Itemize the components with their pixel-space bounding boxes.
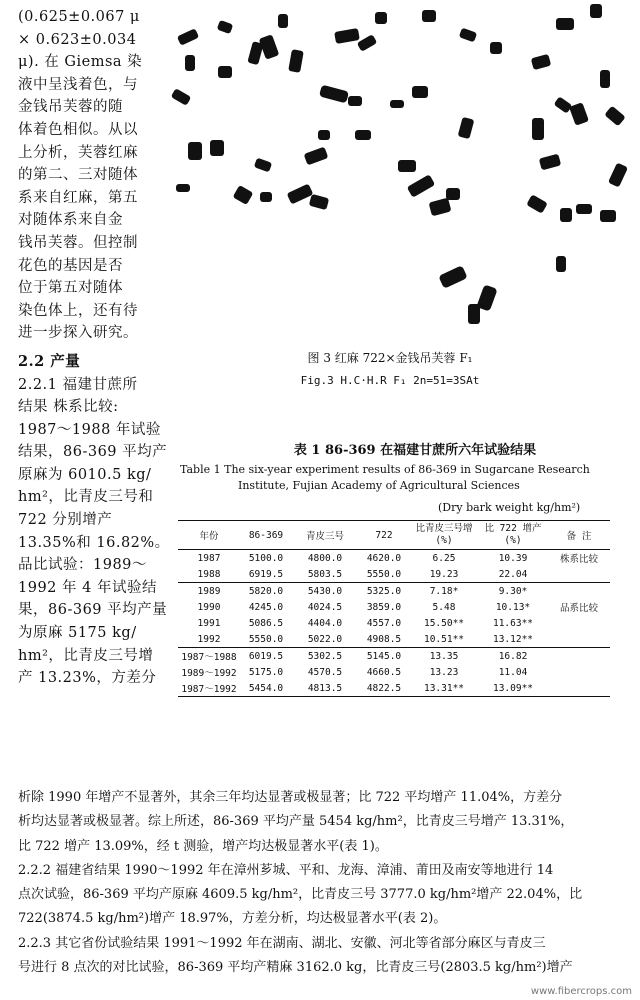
watermark: www.fibercrops.com xyxy=(530,986,632,997)
table-cell: 4800.0 xyxy=(307,552,343,564)
text-line: (0.625±0.067 μ xyxy=(18,9,140,25)
table-note-cell xyxy=(548,615,610,631)
table-title-en-line-1: Table 1 The six-year experiment results of 86-369 in Sugarcane Research xyxy=(180,463,590,476)
chromosome-figure xyxy=(160,0,640,340)
table-cell: 5550.0 xyxy=(248,633,284,645)
text-line: 2.2.1 福建甘蔗所 xyxy=(18,376,138,393)
table-cell: 4024.5 xyxy=(307,601,343,613)
table-header-cell: 青皮三号 xyxy=(305,531,344,542)
table-cell: 5325.0 xyxy=(366,585,402,597)
table-cell: 1987～1992 xyxy=(181,684,237,695)
table-cell: 5550.0 xyxy=(366,568,402,580)
table-row xyxy=(178,583,610,600)
table-cell: 7.18* xyxy=(429,585,459,597)
table-cell: 4660.5 xyxy=(366,666,402,678)
table-cell: 22.04 xyxy=(498,568,528,580)
text-line: 点次试验，86-369 平均产原麻 4609.5 kg/hm²，比青皮三号 3777.0 kg/hm²增产 22.04%，比 xyxy=(18,887,583,903)
table-cell: 5086.5 xyxy=(248,617,284,629)
table-cell: 10.39 xyxy=(498,552,528,564)
text-line: 的第二、三对随体 xyxy=(18,167,138,184)
text-line: 对随体系来自金 xyxy=(18,212,123,229)
table-cell: 1987～1988 xyxy=(181,652,237,663)
text-line: 比 722 增产 13.09%，经 t 测验，增产均达极显著水平(表 1)。 xyxy=(18,838,388,854)
table-cell: 1989 xyxy=(197,585,221,597)
text-line: 13.35%和 16.82%。 xyxy=(18,534,170,551)
table-note-cell: 株系比较 xyxy=(559,554,598,565)
table-cell: 4570.5 xyxy=(307,666,343,678)
text-line: 钱吊芙蓉。但控制 xyxy=(18,234,138,251)
table-cell: 6019.5 xyxy=(248,650,284,662)
table-note-cell xyxy=(548,664,610,680)
table-cell: 11.63** xyxy=(492,617,534,629)
table-cell: 15.50** xyxy=(423,617,465,629)
table-cell: 13.35 xyxy=(429,650,459,662)
table-note-cell xyxy=(548,566,610,583)
text-line: μ). 在 Giemsa 染 xyxy=(18,54,143,71)
table-title-cn: 表 1 86-369 在福建甘蔗所六年试验结果 xyxy=(293,443,537,458)
figure-caption-cn: 图 3 红麻 722×金钱吊芙蓉 F₁ xyxy=(307,351,473,365)
table-cell: 10.13* xyxy=(495,601,531,613)
text-line: 花色的基因是否 xyxy=(18,257,123,274)
table-row xyxy=(178,615,610,631)
text-line: 上分析，芙蓉红麻 xyxy=(18,144,138,161)
table-cell: 5100.0 xyxy=(248,552,284,564)
text-line: hm²，比青皮三号和 xyxy=(18,489,154,506)
table-row xyxy=(178,631,610,648)
section-heading-2-2: 2.2 产量 xyxy=(18,352,81,370)
text-line: 进一步探入研究。 xyxy=(18,325,138,342)
table-cell: 4813.5 xyxy=(307,682,343,694)
table-cell: 9.30* xyxy=(498,585,528,597)
results-table xyxy=(178,520,610,697)
table-cell: 11.04 xyxy=(498,666,528,678)
table-cell: 6919.5 xyxy=(248,568,284,580)
text-line: 果，86-369 平均产量 xyxy=(18,602,168,619)
table-row xyxy=(178,648,610,665)
figure-caption-en: Fig.3 H.C·H.R F₁ 2n=51=3SAt xyxy=(300,374,480,387)
table-cell: 5302.5 xyxy=(307,650,343,662)
table-cell: 1987 xyxy=(197,552,221,564)
table-cell: 13.09** xyxy=(492,682,534,694)
table-unit: (Dry bark weight kg/hm²) xyxy=(438,501,581,514)
table-row xyxy=(178,664,610,680)
table-cell: 1990 xyxy=(197,601,221,613)
text-line: 位于第五对随体 xyxy=(18,280,123,297)
left-column-subsection xyxy=(18,374,168,690)
text-line: 号进行 8 点次的对比试验，86-369 平均产精麻 3162.0 kg，比青皮三号(2803.5 kg/hm²)增产 xyxy=(18,960,573,976)
table-note-cell xyxy=(548,648,610,665)
table-group-line-comparison xyxy=(178,550,610,583)
chromosome-spread-image xyxy=(160,0,640,340)
table-header-row xyxy=(178,521,610,550)
table-cell: 5820.0 xyxy=(248,585,284,597)
table-cell: 16.82 xyxy=(498,650,528,662)
table-cell: 4620.0 xyxy=(366,552,402,564)
text-line: 1992 年 4 年试验结 xyxy=(18,579,157,596)
text-line: 722 分别增产 xyxy=(18,512,113,529)
table-cell: 5803.5 xyxy=(307,568,343,580)
table-cell: 5430.0 xyxy=(307,585,343,597)
table-cell: 1988 xyxy=(197,568,221,580)
table-row xyxy=(178,680,610,697)
table-note-cell xyxy=(548,680,610,697)
table-cell: 4908.5 xyxy=(366,633,402,645)
text-line: × 0.623±0.034 xyxy=(18,31,137,48)
table-cell: 1989～1992 xyxy=(181,668,237,679)
table-row xyxy=(178,550,610,567)
table-cell: 5145.0 xyxy=(366,650,402,662)
table-title-en xyxy=(180,462,620,494)
table-cell: 5175.0 xyxy=(248,666,284,678)
text-line: 析除 1990 年增产不显著外，其余三年均达显著或极显著；比 722 平均增产 11.04%，方差分 xyxy=(18,790,563,805)
table-cell: 19.23 xyxy=(429,568,459,580)
table-row xyxy=(178,599,610,615)
table-title-en-line-2: Institute, Fujian Academy of Agricultural Sciences xyxy=(238,479,520,492)
table-cell: 4822.5 xyxy=(366,682,402,694)
text-line: 品比试验：1989～ xyxy=(18,557,147,574)
text-line: 染色体上，还有待 xyxy=(18,302,138,319)
table-cell: 13.12** xyxy=(492,633,534,645)
table-cell: 4404.0 xyxy=(307,617,343,629)
text-line: 2.2.3 其它省份试验结果 1991～1992 年在湖南、湖北、安徽、河北等省部分麻区与青皮三 xyxy=(18,935,546,951)
table-header-cell: 备 注 xyxy=(566,531,592,542)
table-cell: 10.51** xyxy=(423,633,465,645)
table-group-averages xyxy=(178,648,610,697)
table-note-cell: 品系比较 xyxy=(559,603,598,614)
table-header-cell: 722 xyxy=(375,529,393,541)
table-cell: 5022.0 xyxy=(307,633,343,645)
table-cell: 3859.0 xyxy=(366,601,402,613)
text-line: 析均达显著或极显著。综上所述，86-369 平均产量 5454 kg/hm²，比青皮三号增产 13.31%， xyxy=(18,814,574,830)
text-line: 金钱吊芙蓉的随 xyxy=(18,99,123,116)
text-line: 产 13.23%，方差分 xyxy=(18,670,157,687)
table-cell: 4245.0 xyxy=(248,601,284,613)
table-cell: 13.23 xyxy=(429,666,459,678)
table-header-cell: 年份 xyxy=(199,531,219,542)
text-line: 原麻为 6010.5 kg/ xyxy=(18,466,152,483)
text-line: 为原麻 5175 kg/ xyxy=(18,625,137,642)
table-cell: 1992 xyxy=(197,633,221,645)
table-row xyxy=(178,566,610,583)
table-cell: 13.31** xyxy=(423,682,465,694)
table-cell: 6.25 xyxy=(432,552,456,564)
table-cell: 1991 xyxy=(197,617,221,629)
text-line: 722(3874.5 kg/hm²)增产 18.97%，方差分析，均达极显著水平(表 2)。 xyxy=(18,911,447,927)
table-note-cell xyxy=(548,583,610,600)
table-cell: 4557.0 xyxy=(366,617,402,629)
text-line: 结果 株系比较: xyxy=(18,399,119,416)
table-header-cell: 比 722 增产(%) xyxy=(484,523,542,546)
table-cell: 5454.0 xyxy=(248,682,284,694)
body-text-full-width xyxy=(18,786,628,980)
text-line: 液中呈浅着色，与 xyxy=(18,76,138,93)
table-note-cell xyxy=(548,631,610,648)
text-line: hm²，比青皮三号增 xyxy=(18,647,154,664)
text-line: 结果，86-369 平均产 xyxy=(18,444,168,461)
text-line: 2.2.2 福建省结果 1990～1992 年在漳州芗城、平和、龙海、漳浦、莆田及南安等地进行 14 xyxy=(18,862,554,878)
text-line: 系来自红麻，第五 xyxy=(18,189,138,206)
text-line: 体着色相似。从以 xyxy=(18,121,138,138)
left-column-text xyxy=(18,6,168,690)
table-cell: 5.48 xyxy=(432,601,456,613)
table-group-variety-comparison xyxy=(178,583,610,648)
table-header-cell: 比青皮三号增(%) xyxy=(415,523,473,546)
text-line: 1987～1988 年试验 xyxy=(18,421,161,438)
left-column-paragraph xyxy=(18,6,168,345)
table-header-cell: 86-369 xyxy=(248,529,284,541)
